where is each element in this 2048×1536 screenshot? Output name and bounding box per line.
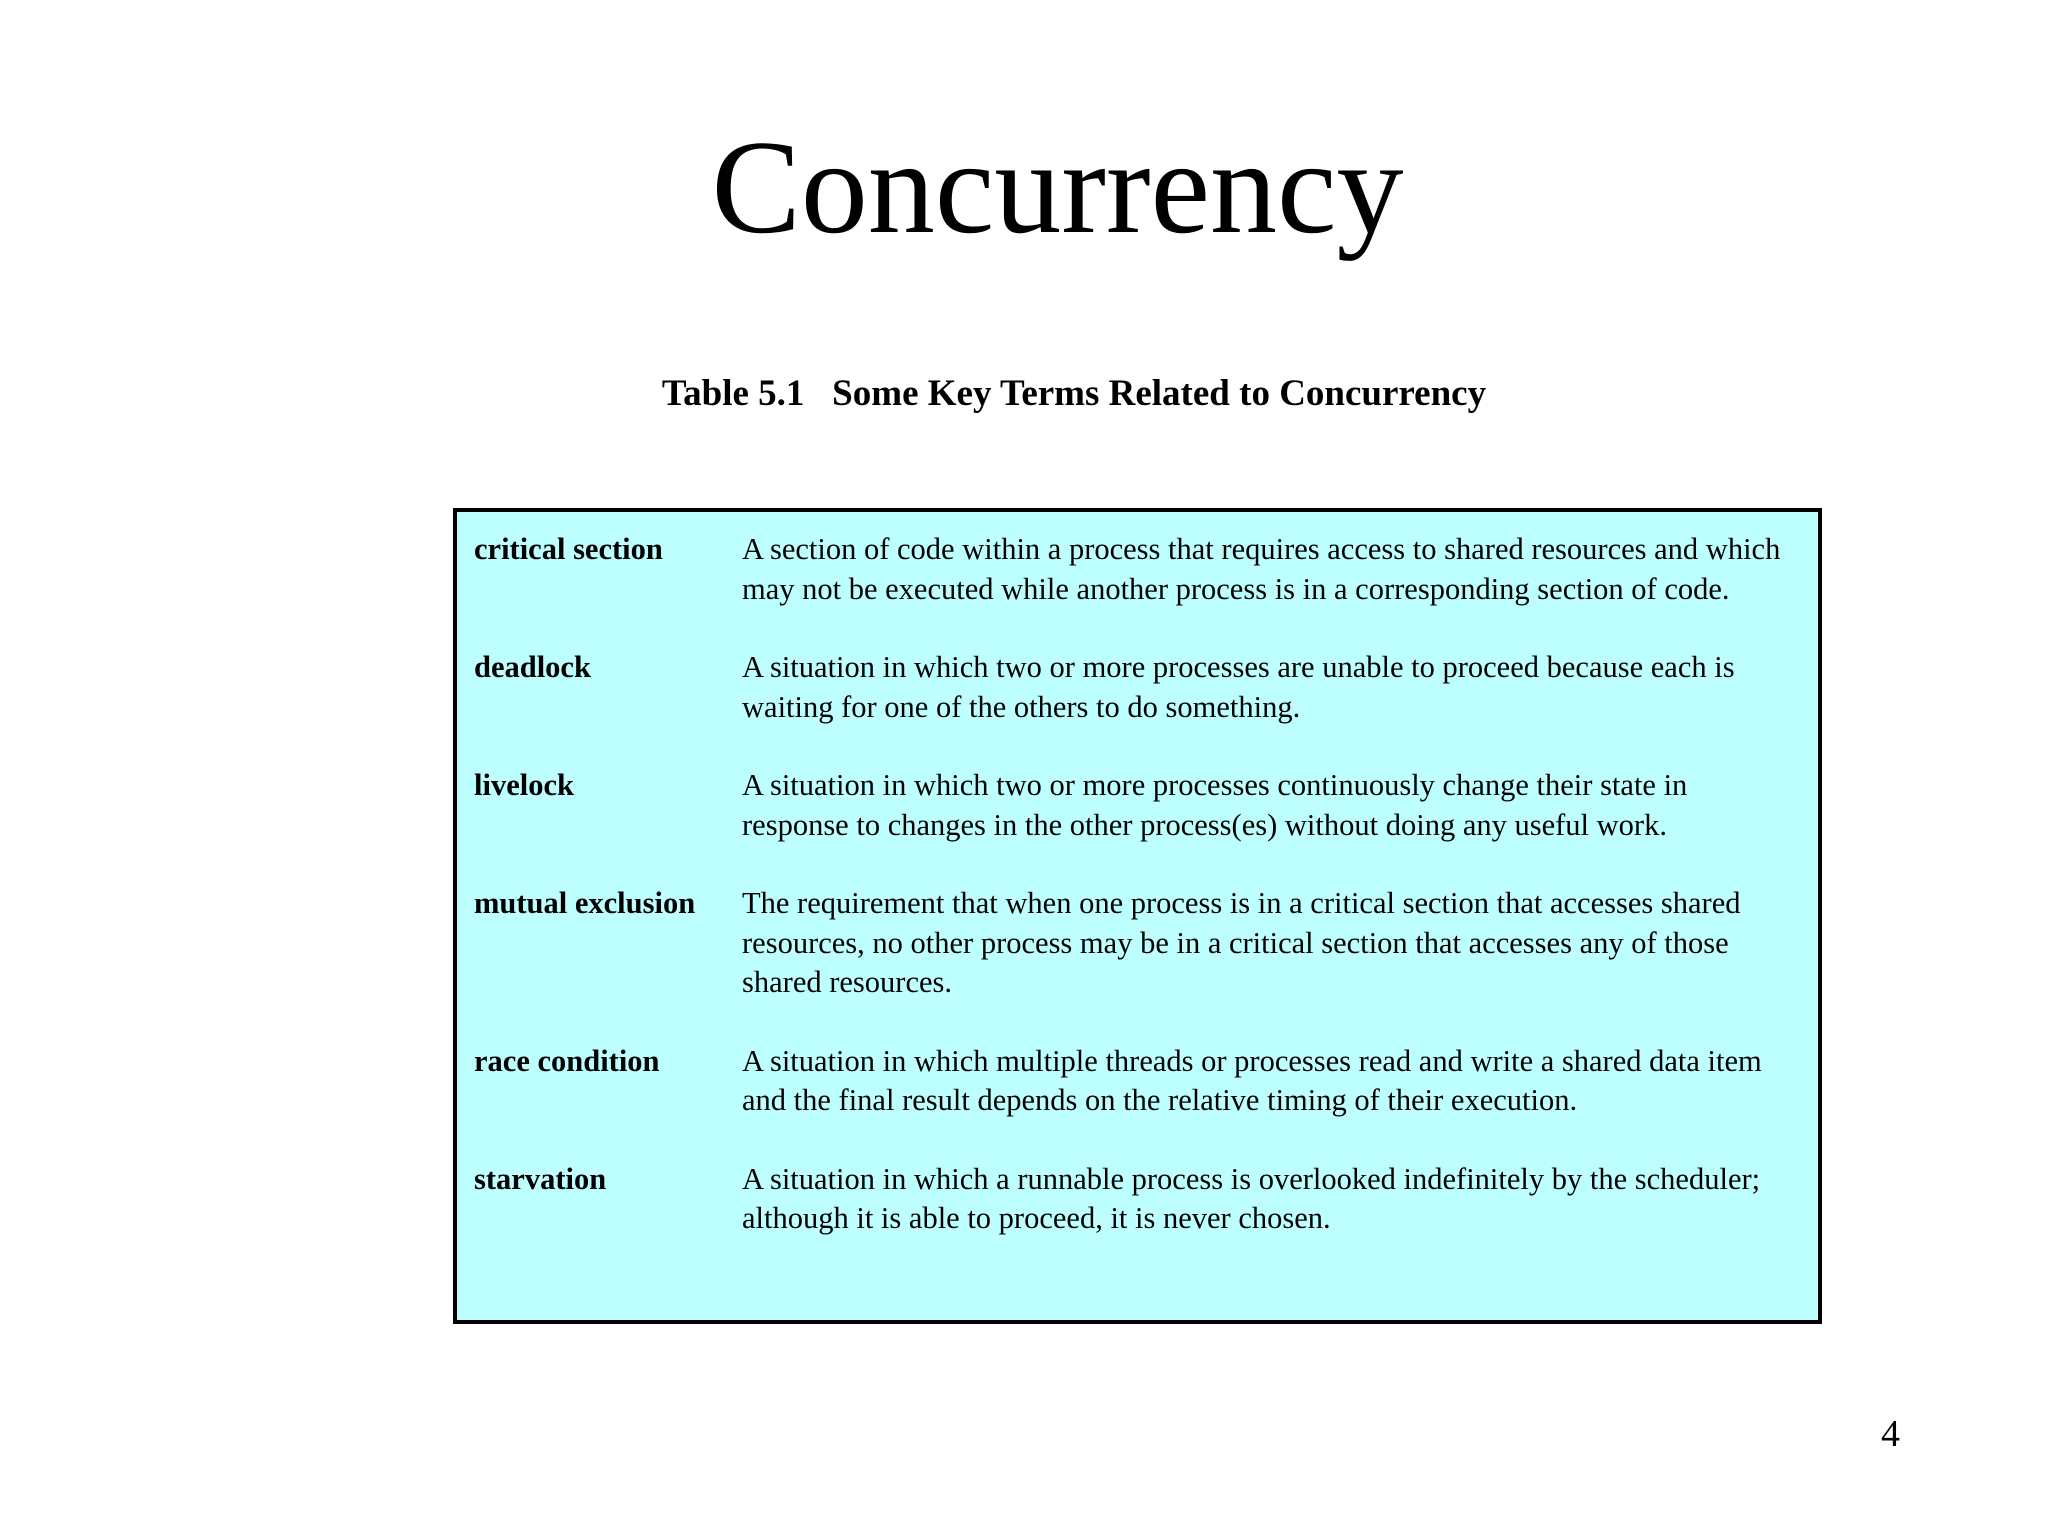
term-starvation: starvation — [474, 1161, 607, 1196]
term-mutual-exclusion: mutual exclusion — [474, 886, 696, 920]
table-row — [474, 1160, 1802, 1239]
term-critical-section: critical section — [474, 532, 663, 566]
definition-livelock: A situation in which two or more processes continuously change their state in response to changes in the other process(es) without doing any useful work. — [742, 768, 1688, 842]
term-race-condition: race condition — [474, 1043, 660, 1078]
slide-title: Concurrency — [711, 113, 1404, 261]
table-row — [474, 530, 1802, 609]
term-deadlock: deadlock — [474, 650, 591, 684]
definition-deadlock: A situation in which two or more processes are unable to proceed because each is waiting for one of the others to do something. — [742, 650, 1735, 724]
term-livelock: livelock — [474, 768, 574, 802]
table-caption: Table 5.1 Some Key Terms Related to Concurrency — [661, 373, 1487, 414]
key-terms-table — [453, 508, 1822, 1324]
table-row — [474, 1042, 1802, 1121]
page-number: 4 — [1881, 1413, 1900, 1455]
definition-critical-section: A section of code within a process that requires access to shared resources and which may not be executed while another process is in a corresponding section of code. — [742, 532, 1781, 606]
definition-mutual-exclusion: The requirement that when one process is in a critical section that accesses shared resources, no other process may be in a critical section that accesses any of those shared resources. — [742, 886, 1741, 999]
table-row — [474, 766, 1802, 845]
table-row — [474, 648, 1802, 727]
definition-race-condition: A situation in which multiple threads or processes read and write a shared data item and the final result depends on the relative timing of their execution. — [742, 1043, 1762, 1117]
definition-starvation: A situation in which a runnable process is overlooked indefinitely by the scheduler; although it is able to proceed, it is never chosen. — [742, 1161, 1761, 1235]
table-row — [474, 884, 1802, 1003]
